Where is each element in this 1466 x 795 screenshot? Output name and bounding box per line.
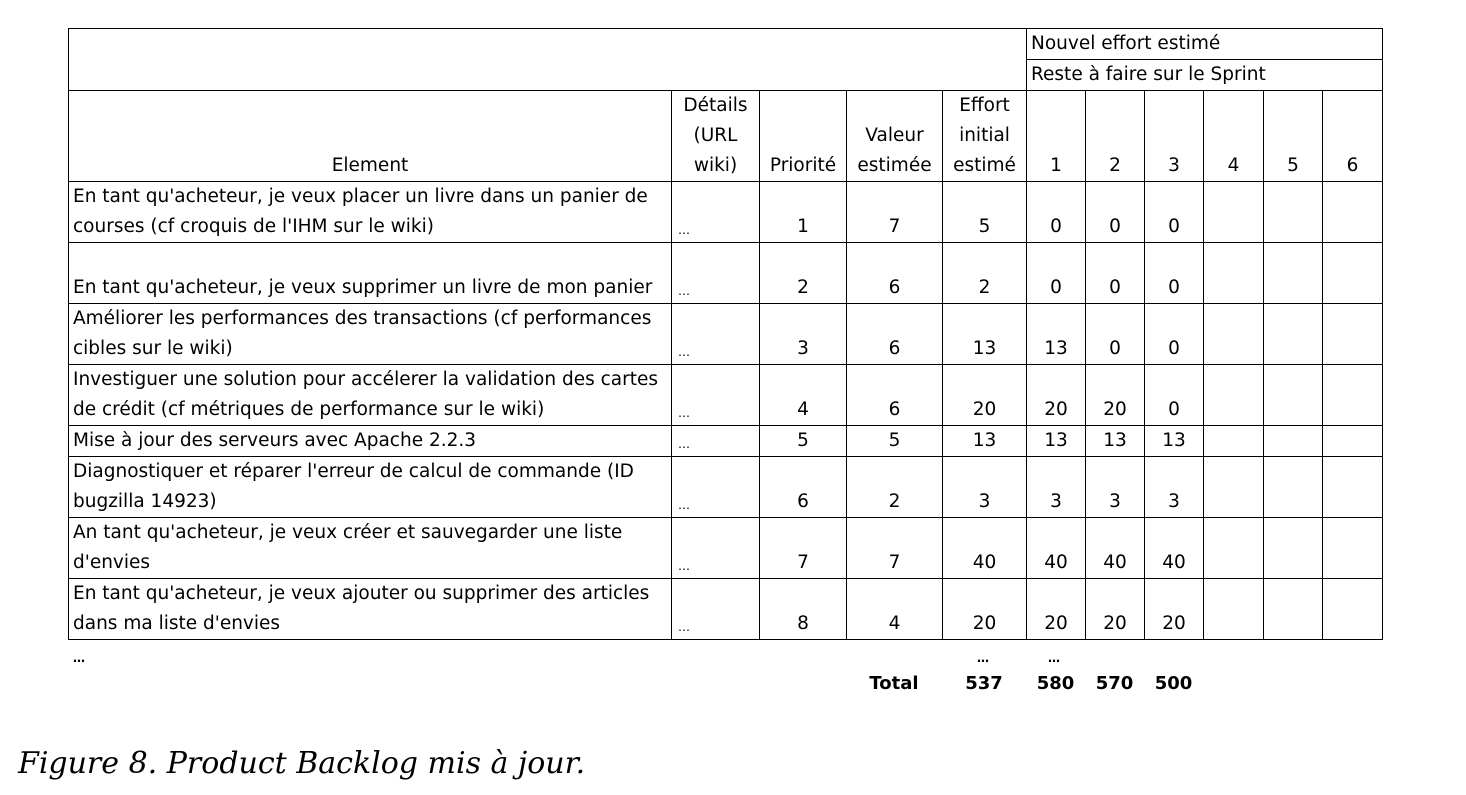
- cell-sprint-5: [1264, 579, 1323, 640]
- cell-sprint-1: 3: [1027, 457, 1086, 518]
- cell-details: …: [672, 457, 760, 518]
- cell-element: Investiguer une solution pour accélerer la validation des cartes de crédit (cf métriques de performance sur le wiki): [69, 365, 672, 426]
- cell-sprint-6: [1323, 518, 1383, 579]
- cell-details: …: [672, 304, 760, 365]
- cell-priorite: 6: [760, 457, 847, 518]
- cell-sprint-6: [1323, 426, 1383, 457]
- rows-continue-ellipsis: …: [73, 651, 85, 665]
- cell-effort: 13: [943, 426, 1027, 457]
- cell-sprint-4: [1204, 243, 1264, 304]
- cell-priorite: 2: [760, 243, 847, 304]
- cell-sprint-6: [1323, 579, 1383, 640]
- cell-element: Diagnostiquer et réparer l'erreur de calcul de commande (ID bugzilla 14923): [69, 457, 672, 518]
- group-header-row: [69, 29, 1383, 60]
- cell-sprint-1: 20: [1027, 579, 1086, 640]
- total-sprint-1: 580: [1036, 673, 1075, 694]
- cell-sprint-1: 13: [1027, 304, 1086, 365]
- cell-sprint-3: 13: [1145, 426, 1204, 457]
- cell-sprint-6: [1323, 365, 1383, 426]
- cell-details: …: [672, 426, 760, 457]
- group-subheader-cell: Reste à faire sur le Sprint: [1027, 60, 1383, 91]
- cell-sprint-6: [1323, 304, 1383, 365]
- column-header-sprint-5: 5: [1264, 91, 1323, 182]
- table-row: [69, 182, 1383, 243]
- cell-priorite: 5: [760, 426, 847, 457]
- cell-sprint-5: [1264, 457, 1323, 518]
- cell-valeur: 2: [847, 457, 943, 518]
- cell-valeur: 6: [847, 365, 943, 426]
- cell-element: En tant qu'acheteur, je veux ajouter ou supprimer des articles dans ma liste d'envies: [69, 579, 672, 640]
- cell-sprint-2: 13: [1086, 426, 1145, 457]
- table-row: [69, 579, 1383, 640]
- cell-valeur: 6: [847, 304, 943, 365]
- cell-effort: 5: [943, 182, 1027, 243]
- cell-sprint-4: [1204, 304, 1264, 365]
- cell-details: …: [672, 182, 760, 243]
- group-header-cell: Nouvel effort estimé: [1027, 29, 1383, 60]
- cell-sprint-3: 0: [1145, 243, 1204, 304]
- cell-details: …: [672, 518, 760, 579]
- cell-sprint-4: [1204, 579, 1264, 640]
- product-backlog-table: [68, 28, 1383, 640]
- cell-sprint-1: 0: [1027, 182, 1086, 243]
- cell-effort: 40: [943, 518, 1027, 579]
- cell-priorite: 3: [760, 304, 847, 365]
- cell-sprint-3: 20: [1145, 579, 1204, 640]
- backlog-table-body: [69, 29, 1383, 640]
- cell-sprint-5: [1264, 182, 1323, 243]
- cell-sprint-4: [1204, 457, 1264, 518]
- column-header-effort: Effort initial estimé: [943, 91, 1027, 182]
- cell-effort: 3: [943, 457, 1027, 518]
- cell-valeur: 7: [847, 182, 943, 243]
- cell-sprint-4: [1204, 365, 1264, 426]
- column-header-element: Element: [69, 91, 672, 182]
- column-header-sprint-4: 4: [1204, 91, 1264, 182]
- cell-sprint-6: [1323, 243, 1383, 304]
- figure-caption: Figure 8. Product Backlog mis à jour.: [18, 746, 586, 781]
- total-sprint-2: 570: [1095, 673, 1134, 694]
- cell-sprint-2: 3: [1086, 457, 1145, 518]
- column-header-sprint-3: 3: [1145, 91, 1204, 182]
- cell-effort: 20: [943, 579, 1027, 640]
- cell-sprint-2: 0: [1086, 182, 1145, 243]
- cell-sprint-2: 20: [1086, 365, 1145, 426]
- cell-priorite: 7: [760, 518, 847, 579]
- column-header-valeur: Valeur estimée: [847, 91, 943, 182]
- cell-sprint-1: 0: [1027, 243, 1086, 304]
- cell-sprint-2: 40: [1086, 518, 1145, 579]
- table-row: [69, 365, 1383, 426]
- cell-sprint-3: 3: [1145, 457, 1204, 518]
- cell-sprint-6: [1323, 182, 1383, 243]
- cell-element: An tant qu'acheteur, je veux créer et sauvegarder une liste d'envies: [69, 518, 672, 579]
- cell-priorite: 1: [760, 182, 847, 243]
- cell-priorite: 4: [760, 365, 847, 426]
- table-row: [69, 426, 1383, 457]
- cell-element: En tant qu'acheteur, je veux placer un livre dans un panier de courses (cf croquis de l'IHM sur le wiki): [69, 182, 672, 243]
- cell-sprint-2: 0: [1086, 304, 1145, 365]
- cell-element: En tant qu'acheteur, je veux supprimer un livre de mon panier: [69, 243, 672, 304]
- sprint1-continue-ellipsis: …: [1048, 651, 1060, 665]
- cell-valeur: 6: [847, 243, 943, 304]
- cell-sprint-1: 40: [1027, 518, 1086, 579]
- column-header-sprint-2: 2: [1086, 91, 1145, 182]
- cell-effort: 13: [943, 304, 1027, 365]
- column-header-priorite: Priorité: [760, 91, 847, 182]
- cell-element: Améliorer les performances des transactions (cf performances cibles sur le wiki): [69, 304, 672, 365]
- table-row: [69, 243, 1383, 304]
- cell-priorite: 8: [760, 579, 847, 640]
- effort-continue-ellipsis: …: [977, 651, 989, 665]
- cell-sprint-6: [1323, 457, 1383, 518]
- total-label: Total: [869, 673, 919, 694]
- cell-valeur: 7: [847, 518, 943, 579]
- blank-header-cell: [69, 29, 1027, 91]
- cell-sprint-3: 0: [1145, 182, 1204, 243]
- cell-sprint-2: 0: [1086, 243, 1145, 304]
- cell-sprint-3: 0: [1145, 365, 1204, 426]
- cell-valeur: 5: [847, 426, 943, 457]
- cell-sprint-4: [1204, 426, 1264, 457]
- cell-sprint-3: 0: [1145, 304, 1204, 365]
- cell-sprint-4: [1204, 518, 1264, 579]
- column-header-sprint-1: 1: [1027, 91, 1086, 182]
- cell-sprint-4: [1204, 182, 1264, 243]
- cell-sprint-1: 20: [1027, 365, 1086, 426]
- column-header-sprint-6: 6: [1323, 91, 1383, 182]
- cell-sprint-5: [1264, 304, 1323, 365]
- table-row: [69, 518, 1383, 579]
- cell-details: …: [672, 243, 760, 304]
- cell-sprint-1: 13: [1027, 426, 1086, 457]
- table-row: [69, 304, 1383, 365]
- cell-sprint-5: [1264, 365, 1323, 426]
- cell-sprint-3: 40: [1145, 518, 1204, 579]
- cell-element: Mise à jour des serveurs avec Apache 2.2.3: [69, 426, 672, 457]
- cell-sprint-5: [1264, 518, 1323, 579]
- cell-details: …: [672, 579, 760, 640]
- table-row: [69, 457, 1383, 518]
- total-effort: 537: [965, 673, 1003, 694]
- cell-effort: 2: [943, 243, 1027, 304]
- cell-details: …: [672, 365, 760, 426]
- cell-sprint-5: [1264, 426, 1323, 457]
- cell-effort: 20: [943, 365, 1027, 426]
- cell-sprint-2: 20: [1086, 579, 1145, 640]
- total-sprint-3: 500: [1154, 673, 1193, 694]
- column-header-details: Détails (URL wiki): [672, 91, 760, 182]
- cell-valeur: 4: [847, 579, 943, 640]
- cell-sprint-5: [1264, 243, 1323, 304]
- column-header-row: [69, 91, 1383, 182]
